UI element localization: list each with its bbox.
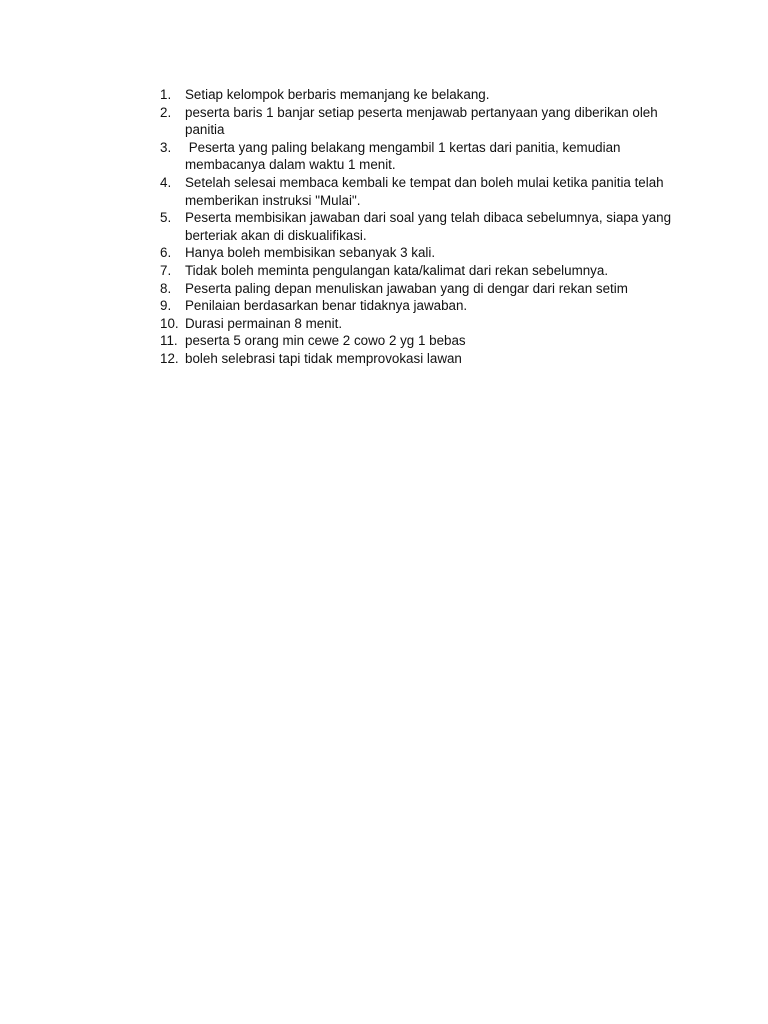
list-item-text: boleh selebrasi tapi tidak memprovokasi lawan xyxy=(185,350,462,366)
list-item xyxy=(160,244,680,262)
list-item-text: Tidak boleh meminta pengulangan kata/kalimat dari rekan sebelumnya. xyxy=(185,262,609,278)
list-item xyxy=(160,297,680,315)
list-item-number: 4. xyxy=(160,174,172,190)
list-item-text: Peserta membisikan jawaban dari soal yang telah dibaca sebelumnya, siapa yang berteriak akan di diskualifikasi. xyxy=(185,210,675,243)
list-item xyxy=(160,86,680,104)
list-item-number: 6. xyxy=(160,245,172,261)
list-item xyxy=(160,104,680,139)
list-item-number: 11. xyxy=(160,333,178,349)
list-item-number: 10. xyxy=(160,315,179,331)
list-item xyxy=(160,174,680,209)
list-item-text: peserta 5 orang min cewe 2 cowo 2 yg 1 bebas xyxy=(185,333,466,349)
list-item xyxy=(160,280,680,298)
list-item xyxy=(160,350,680,368)
list-item-number: 7. xyxy=(160,262,172,278)
list-item-number: 2. xyxy=(160,104,172,120)
list-item-text: Setelah selesai membaca kembali ke tempat dan boleh mulai ketika panitia telah memberikan instruksi "Mulai". xyxy=(185,174,668,208)
list-item-number: 1. xyxy=(160,87,172,102)
list-item-number: 3. xyxy=(160,139,172,155)
list-item xyxy=(160,209,680,244)
list-item-text: peserta baris 1 banjar setiap peserta menjawab pertanyaan yang diberikan oleh panitia xyxy=(185,104,662,138)
list-item-text: Peserta paling depan menuliskan jawaban yang di dengar dari rekan setim xyxy=(185,280,628,296)
list-item-number: 5. xyxy=(160,210,172,226)
list-item-text: Hanya boleh membisikan sebanyak 3 kali. xyxy=(185,245,436,261)
list-item xyxy=(160,332,680,350)
list-item-text: Penilaian berdasarkan benar tidaknya jawaban. xyxy=(185,298,468,314)
list-item xyxy=(160,139,680,174)
list-item xyxy=(160,315,680,333)
list-item-number: 12. xyxy=(160,350,179,366)
rules-list xyxy=(160,86,680,368)
list-item-text: Setiap kelompok berbaris memanjang ke belakang. xyxy=(185,87,490,102)
list-item-text: Peserta yang paling belakang mengambil 1 kertas dari panitia, kemudian membacanya dalam waktu 1 menit. xyxy=(185,139,625,173)
list-item-number: 9. xyxy=(160,298,172,314)
list-item xyxy=(160,262,680,280)
list-item-number: 8. xyxy=(160,280,172,296)
list-item-text: Durasi permainan 8 menit. xyxy=(185,315,343,331)
